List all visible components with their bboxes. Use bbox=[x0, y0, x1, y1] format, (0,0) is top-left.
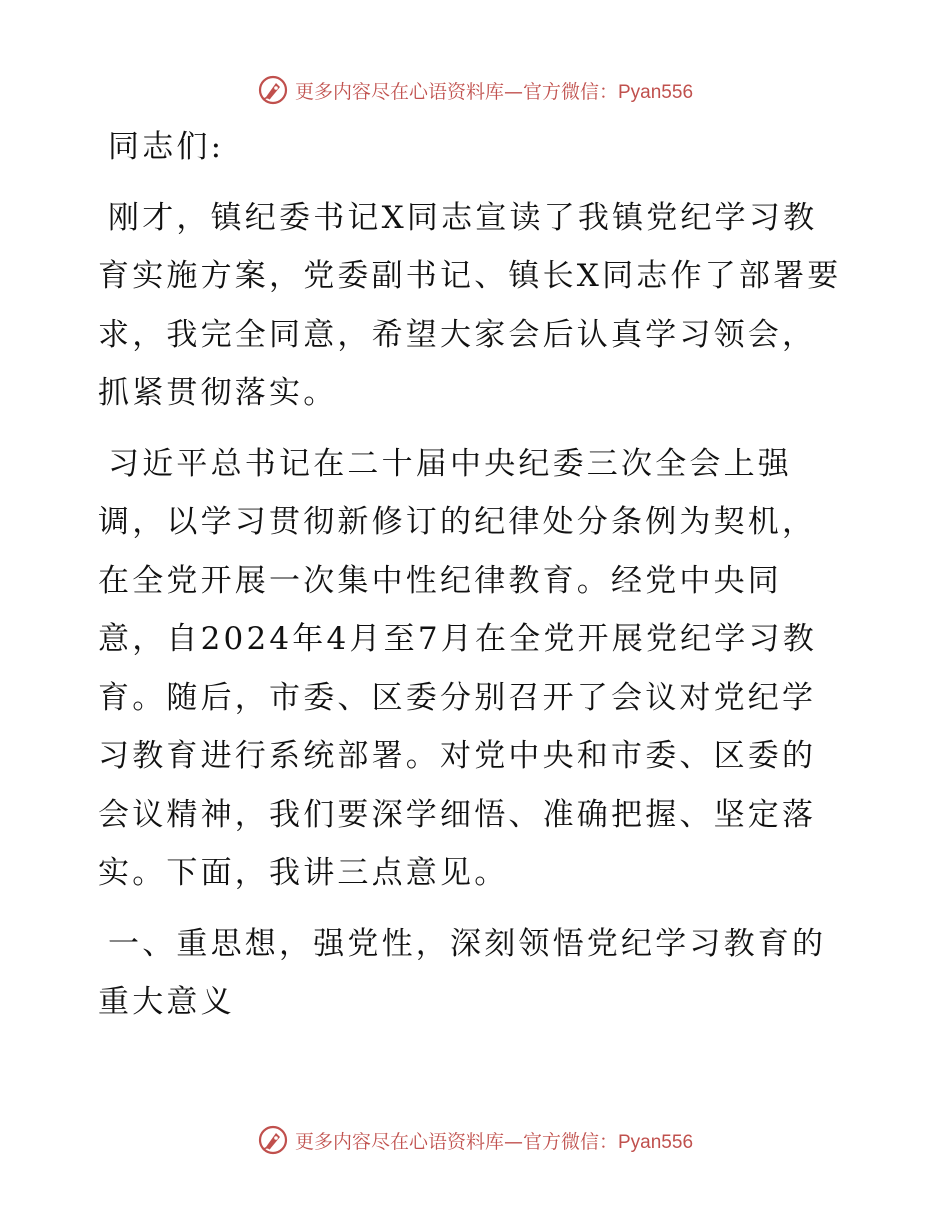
watermark-wechat-id: Pyan556 bbox=[618, 81, 694, 103]
watermark-contact-label: 官方微信： bbox=[522, 80, 618, 103]
footer-watermark bbox=[0, 1120, 950, 1160]
paragraph-2: 习近平总书记在二十届中央纪委三次全会上强调，以学习贯彻新修订的纪律处分条例为契机，在全党开展一次集中性纪律教育。经党中央同意，自2024年4月至7月在全党开展党纪学习教育。随后，市委、区委分别召开了会议对党纪学习教育进行系统部署。对党中央和市委、区委的会议精神，我们要深学细悟、准确把握、坚定落实。下面，我讲三点意见。 bbox=[98, 445, 817, 891]
salutation: 同志们: bbox=[108, 129, 225, 165]
header-watermark bbox=[0, 70, 950, 110]
watermark-separator: — bbox=[503, 1130, 523, 1153]
pen-nib-logo-icon bbox=[257, 74, 289, 106]
pen-nib-logo-icon bbox=[257, 1124, 289, 1156]
watermark-site-text: 更多内容尽在心语资料库 bbox=[294, 1130, 504, 1153]
watermark-site-text: 更多内容尽在心语资料库 bbox=[294, 80, 504, 103]
section-heading-1: 一、重思想，强党性，深刻领悟党纪学习教育的重大意义 bbox=[98, 925, 827, 1020]
watermark-separator: — bbox=[503, 80, 523, 103]
paragraph-1: 刚才，镇纪委书记X同志宣读了我镇党纪学习教育实施方案，党委副书记、镇长X同志作了部署要求，我完全同意，希望大家会后认真学习领会，抓紧贯彻落实。 bbox=[98, 199, 842, 411]
watermark-contact-label: 官方微信： bbox=[522, 1130, 618, 1153]
document-body bbox=[98, 118, 850, 1044]
watermark-wechat-id: Pyan556 bbox=[618, 1131, 694, 1153]
